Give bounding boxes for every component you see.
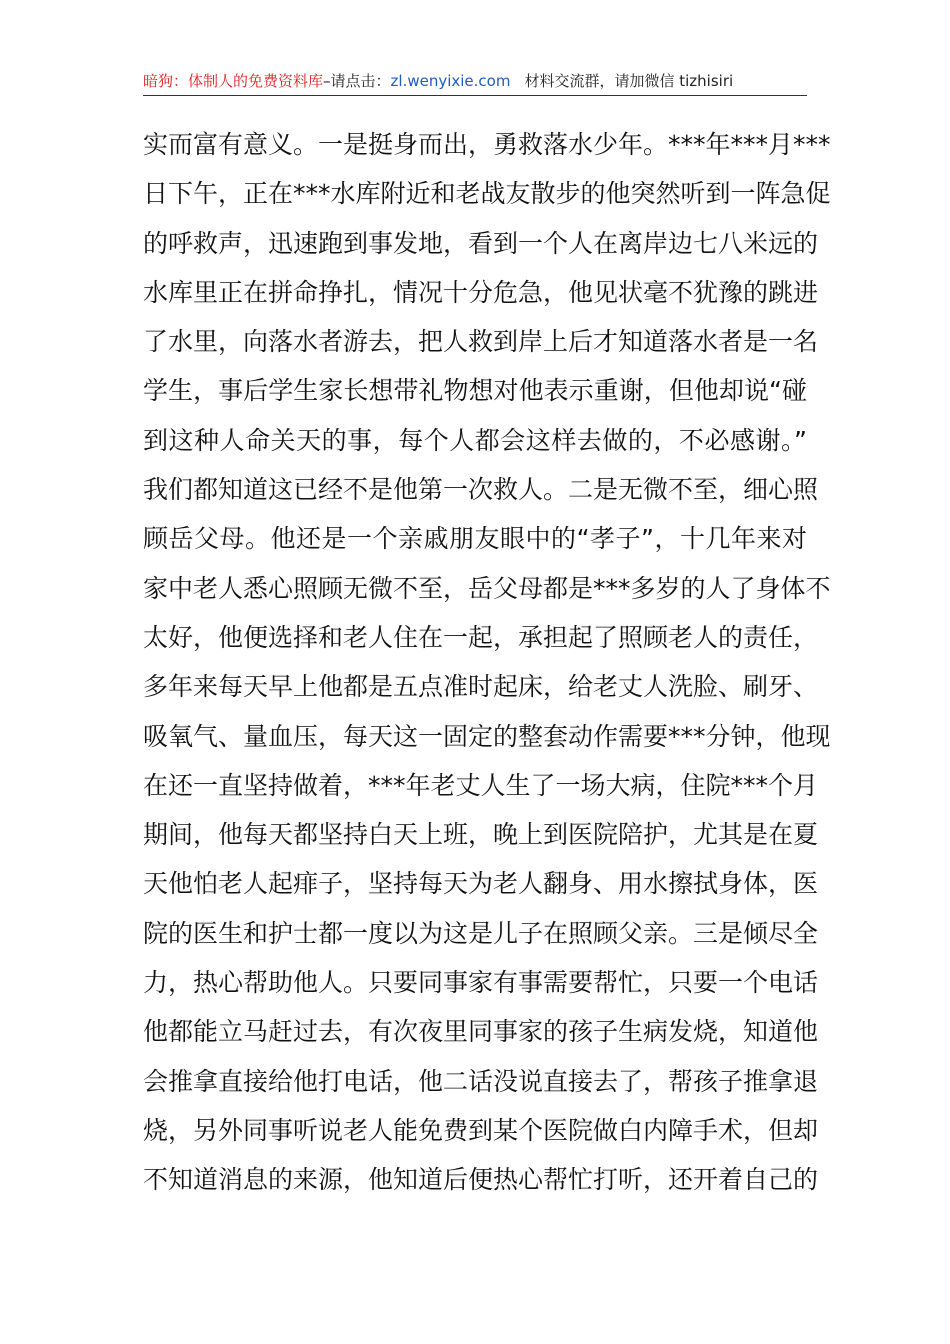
body-line: 家中老人悉心照顾无微不至，岳父母都是***多岁的人了身体不 (143, 573, 831, 603)
header-brand: 暗狗：体制人的免费资料库 (143, 72, 324, 90)
body-line: 吸氧气、量血压，每天这一固定的整套动作需要***分钟，他现 (143, 721, 831, 751)
body-line: 实而富有意义。一是挺身而出，勇救落水少年。***年***月*** (143, 130, 831, 159)
body-line: 的呼救声，迅速跑到事发地，看到一个人在离岸边七八米远的 (143, 228, 819, 258)
body-line: 会推拿直接给他打电话，他二话没说直接去了，帮孩子推拿退 (143, 1066, 819, 1096)
body-line: 院的医生和护士都一度以为这是儿子在照顾父亲。三是倾尽全 (143, 918, 819, 948)
body-line: 顾岳父母。他还是一个亲戚朋友眼中的“孝子”，十几年来对 (143, 524, 807, 554)
header-contact: 材料交流群，请加微信 tizhisiri (524, 72, 734, 90)
body-line: 日下午，正在***水库附近和老战友散步的他突然听到一阵急促 (143, 179, 831, 209)
header-prompt: –请点击： (323, 72, 391, 90)
body-line: 到这种人命关天的事，每个人都会这样去做的，不必感谢。” (143, 425, 807, 455)
body-line: 学生，事后学生家长想带礼物想对他表示重谢，但他却说“碰 (143, 376, 807, 406)
body-line: 多年来每天早上他都是五点准时起床，给老丈人洗脸、刷牙、 (143, 672, 819, 702)
body-line: 水库里正在拼命挣扎，情况十分危急，他见状毫不犹豫的跳进 (143, 277, 819, 307)
body-line: 太好，他便选择和老人住在一起，承担起了照顾老人的责任， (143, 622, 819, 652)
body-line: 期间，他每天都坚持白天上班，晚上到医院陪护，尤其是在夏 (143, 820, 819, 850)
body-line: 他都能立马赶过去，有次夜里同事家的孩子生病发烧，知道他 (143, 1017, 819, 1047)
page-header (143, 68, 807, 94)
body-line: 了水里，向落水者游去，把人救到岸上后才知道落水者是一名 (143, 327, 819, 357)
body-line: 天他怕老人起痱子，坚持每天为老人翻身、用水擦拭身体，医 (143, 869, 819, 899)
body-line: 在还一直坚持做着，***年老丈人生了一场大病，住院***个月 (143, 770, 819, 800)
body-line: 烧，另外同事听说老人能免费到某个医院做白内障手术，但却 (143, 1115, 819, 1145)
body-line: 力，热心帮助他人。只要同事家有事需要帮忙，只要一个电话 (143, 968, 819, 998)
document-body (143, 120, 831, 1205)
body-line: 不知道消息的来源，他知道后便热心帮忙打听，还开着自己的 (143, 1165, 819, 1195)
body-line: 我们都知道这已经不是他第一次救人。二是无微不至，细心照 (143, 475, 819, 505)
header-divider (143, 95, 807, 96)
header-link[interactable]: zl.wenyixie.com (390, 72, 511, 90)
